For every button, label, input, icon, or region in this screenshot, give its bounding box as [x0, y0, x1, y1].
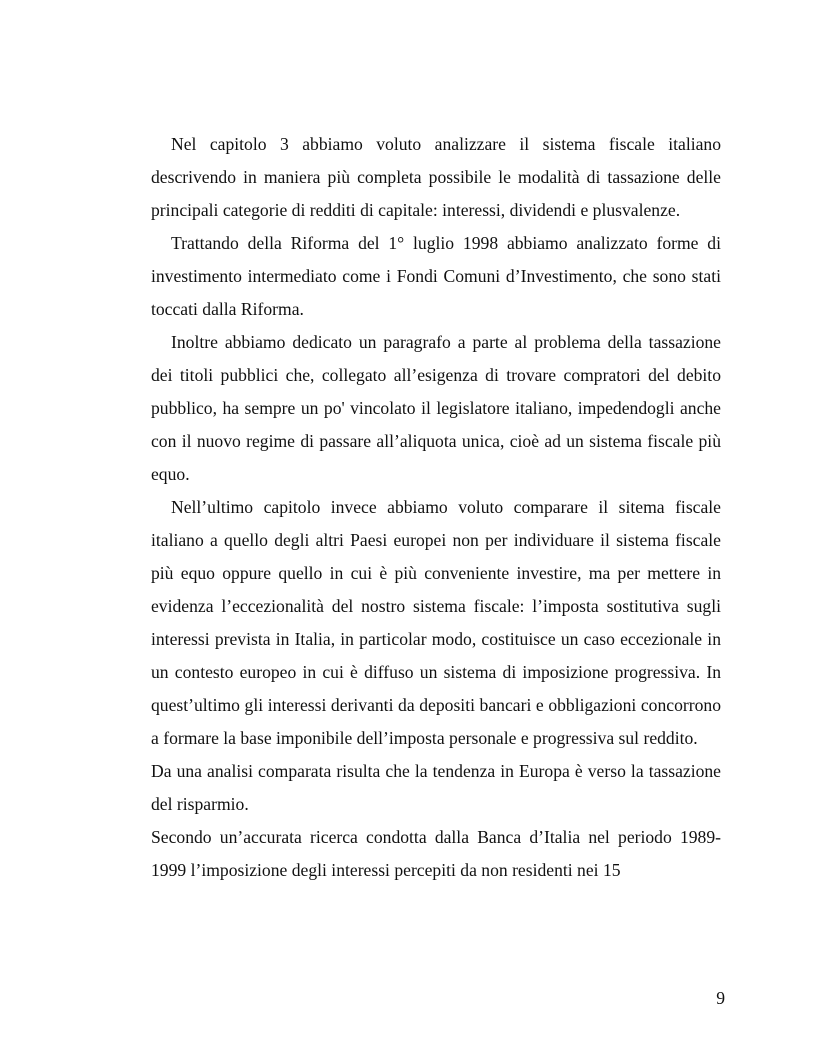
- paragraph-titoli-pubblici: Inoltre abbiamo dedicato un paragrafo a parte al problema della tassazione dei titoli pubblici che, collegato all’esigenza di trovare compratori del debito pubblico, ha sempre un po' vincolato il legislatore italiano, impedendogli anche con il nuovo regime di passare all’aliquota unica, cioè ad un sistema fiscale più equo.: [151, 332, 721, 484]
- paragraph-analisi-comparata: Da una analisi comparata risulta che la tendenza in Europa è verso la tassazione del risparmio.: [151, 761, 721, 814]
- body-text: [151, 128, 721, 887]
- page-number: 9: [716, 988, 725, 1008]
- paragraph-confronto-europeo: Nell’ultimo capitolo invece abbiamo voluto comparare il sitema fiscale italiano a quello degli altri Paesi europei non per individuare il sistema fiscale più equo oppure quello in cui è più conveniente investire, ma per mettere in evidenza l’eccezionalità del nostro sistema fiscale: l’imposta sostitutiva sugli interessi prevista in Italia, in particolar modo, costituisce un caso eccezionale in un contesto europeo in cui è diffuso un sistema di imposizione progressiva. In quest’ultimo gli interessi derivanti da depositi bancari e obbligazioni concorrono a formare la base imponibile dell’imposta personale e progressiva sul reddito.: [151, 497, 721, 748]
- paragraph-riforma-1998: Trattando della Riforma del 1° luglio 1998 abbiamo analizzato forme di investimento intermediato come i Fondi Comuni d’Investimento, che sono stati toccati dalla Riforma.: [151, 233, 721, 319]
- paragraph-chapter-3-summary: Nel capitolo 3 abbiamo voluto analizzare il sistema fiscale italiano descrivendo in maniera più completa possibile le modalità di tassazione delle principali categorie di redditi di capitale: interessi, dividendi e plusvalenze.: [151, 134, 721, 220]
- paragraph-ricerca-banca-italia: Secondo un’accurata ricerca condotta dalla Banca d’Italia nel periodo 1989-1999 l’imposizione degli interessi percepiti da non residenti nei 15: [151, 827, 721, 880]
